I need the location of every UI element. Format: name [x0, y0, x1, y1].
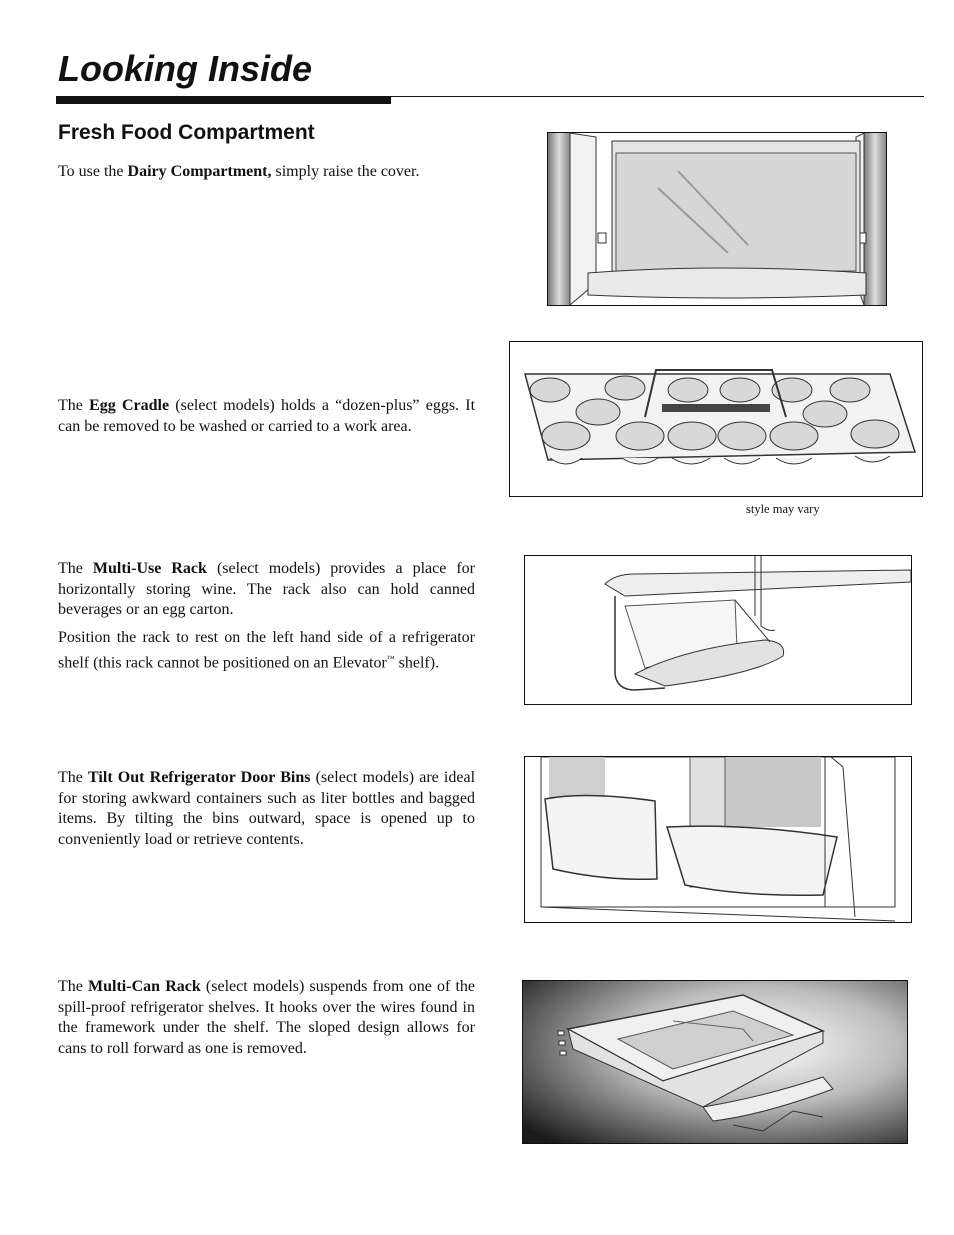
dairy-text-before: To use the [58, 163, 128, 180]
dairy-compartment-illustration [547, 132, 887, 306]
egg-cradle-term: Egg Cradle [89, 397, 170, 414]
multi-use-rack-text-before: The [58, 560, 93, 577]
multi-can-rack-term: Multi-Can Rack [88, 978, 201, 995]
dairy-text-after: simply raise the cover. [271, 163, 420, 180]
multi-can-rack-text-after: (select models) suspends from one of the spill-proof refrigerator shelves. It hooks over the wires found in the framework under the shelf. The sloped design allows for cans to roll forward as one is removed. [58, 978, 475, 1057]
section-title: Fresh Food Compartment [58, 121, 315, 144]
multi-use-rack-text-after: (select models) provides a place for horizontally storing wine. The rack also can hold canned beverages or an egg carton. [58, 560, 476, 618]
tilt-door-bins-illustration [524, 756, 912, 923]
egg-cradle-paragraph [58, 396, 475, 437]
dairy-term: Dairy Compartment, [127, 163, 272, 180]
page-title: Looking Inside [58, 48, 313, 89]
tilt-bins-term: Tilt Out Refrigerator Door Bins [88, 769, 311, 786]
tilt-bins-text-after: (select models) are ideal for storing awkward containers such as liter bottles and bagged items. By tilting the bins outward, space is opened up to conveniently load or retrieve contents. [58, 769, 476, 848]
multi-use-rack-paragraph-2 [58, 628, 475, 673]
title-rule-thin [56, 96, 924, 97]
multi-use-rack-term: Multi-Use Rack [92, 560, 207, 577]
multi-use-rack-p2-text: Position the rack to rest on the left hand side of a refrigerator shelf (this rack cannot be positioned on an Elevator [58, 629, 475, 671]
multi-use-rack-illustration [524, 555, 912, 705]
tilt-bins-paragraph [58, 768, 475, 850]
dairy-paragraph [58, 162, 498, 183]
egg-cradle-text-before: The [58, 397, 90, 414]
title-rule-thick [56, 96, 391, 104]
multi-can-rack-paragraph [58, 977, 475, 1059]
egg-cradle-text-after: (select models) holds a “dozen-plus” eggs. It can be removed to be washed or carried to a work area. [58, 397, 476, 435]
multi-can-rack-text-before: The [58, 978, 89, 995]
trademark-symbol: ™ [386, 653, 395, 663]
egg-cradle-illustration [509, 341, 923, 497]
tilt-bins-text-before: The [58, 769, 89, 786]
multi-use-rack-paragraph-1 [58, 559, 475, 621]
egg-cradle-caption: style may vary [746, 502, 820, 516]
multi-use-rack-p2-after: shelf). [394, 653, 440, 671]
multi-can-rack-illustration [522, 980, 908, 1144]
